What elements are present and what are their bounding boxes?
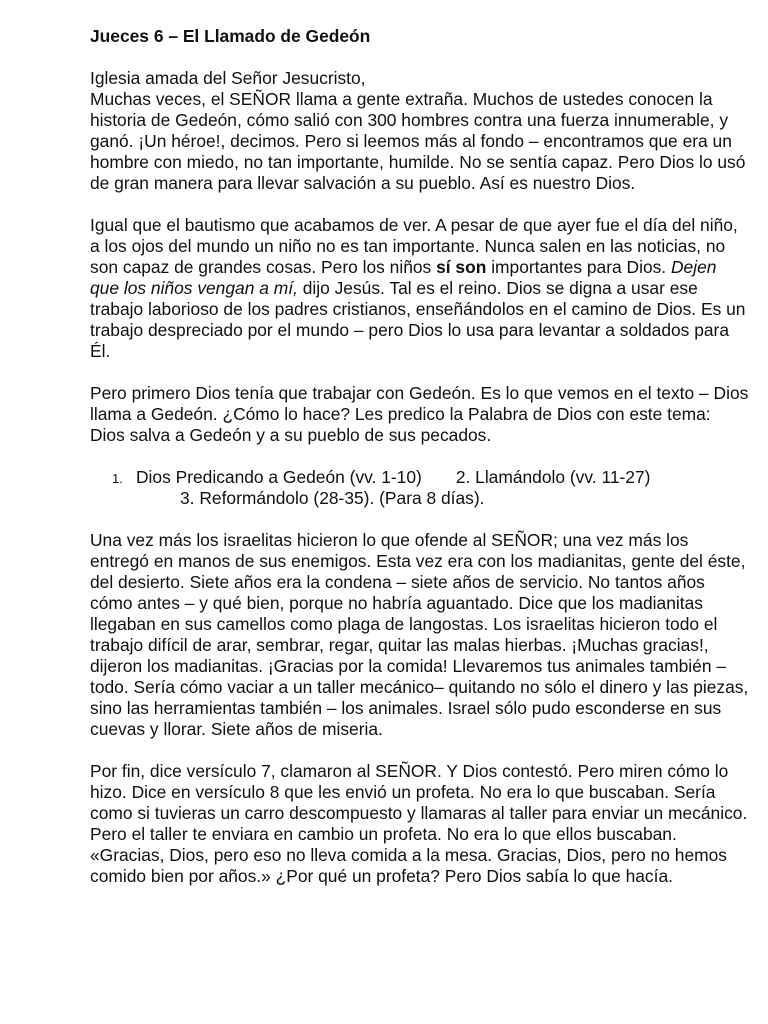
outline-item-2: 2. Llamándolo (vv. 11-27): [455, 467, 651, 487]
document-page: [90, 26, 750, 908]
sermon-outline: [90, 467, 750, 509]
paragraph-baptism-text-b: importantes para Dios.: [486, 257, 671, 277]
outline-number: 1.: [112, 471, 123, 486]
outline-row-1: [90, 467, 750, 488]
outline-item-3: 3. Reformándolo (28-35). (Para 8 días).: [180, 488, 485, 508]
quote-italic: Dejen que los niños vengan a mí,: [90, 257, 717, 298]
paragraph-intro: Iglesia amada del Señor Jesucristo, Muchas veces, el SEÑOR llama a gente extraña. Muchos de ustedes conocen la historia de Gedeón, cómo salió con 300 hombres contra una fuerza innumerable, y ganó. ¡Un héroe!, decimos. Pero si leemos más al fondo – encontramos que era un hombre con miedo, no tan importante, humilde. No se sentía capaz. Pero Dios lo usó de gran manera para llevar salvación a su pueblo. Así es nuestro Dios.: [90, 68, 746, 193]
outline-row-2: [90, 488, 750, 509]
paragraph-israelites: Una vez más los israelitas hicieron lo que ofende al SEÑOR; una vez más los entregó en manos de sus enemigos. Esta vez era con los madianitas, gente del éste, del desierto. Siete años era la condena – siete años de servicio. No tantos años cómo antes – y qué bien, porque no habría aguantado. Dice que los madianitas llegaban en sus camellos como plaga de langostas. Los israelitas hicieron todo el trabajo difícil de arar, sembrar, regar, quitar las malas hierbas. ¡Muchas gracias!, dijeron los madianitas. ¡Gracias por la comida! Llevaremos tus animales también – todo. Sería cómo vaciar a un taller mecánico– quitando no sólo el dinero y las piezas, sino las herramientas también – los animales. Israel sólo pudo esconderse en sus cuevas y llorar. Siete años de miseria.: [90, 530, 749, 739]
outline-item-1: Dios Predicando a Gedeón (vv. 1-10): [136, 467, 422, 487]
paragraph-prophet: Por fin, dice versículo 7, clamaron al SEÑOR. Y Dios contestó. Pero miren cómo lo hizo. Dice en versículo 8 que les envió un profeta. No era lo que buscaban. Sería como si tuvieras un carro descompuesto y llamaras al taller para enviar un mecánico. Pero el taller te enviara en cambio un profeta. No era lo que ellos buscaban. «Gracias, Dios, pero eso no lleva comida a la mesa. Gracias, Dios, pero no hemos comido bien por años.» ¿Por qué un profeta? Pero Dios sabía lo que hacía.: [90, 761, 748, 886]
emphasis-bold: sí son: [436, 257, 487, 277]
paragraph-baptism-text-a: Igual que el bautismo que acabamos de ver. A pesar de que ayer fue el día del niño, a los ojos del mundo un niño no es tan importante. Nunca salen en las noticias, no son capaz de grandes cosas. Pero los niños: [90, 215, 738, 277]
paragraph-baptism: [90, 215, 750, 362]
paragraph-baptism-text-c: dijo Jesús. Tal es el reino. Dios se digna a usar ese trabajo laborioso de los padres cristianos, enseñándolos en el camino de Dios. Es un trabajo despreciado por el mundo – pero Dios lo usa para levantar a soldados para Él.: [90, 278, 746, 361]
document-title: Jueces 6 – El Llamado de Gedeón: [90, 26, 371, 46]
paragraph-theme: Pero primero Dios tenía que trabajar con Gedeón. Es lo que vemos en el texto – Dios llama a Gedeón. ¿Cómo lo hace? Les predico la Palabra de Dios con este tema: Dios salva a Gedeón y a su pueblo de sus pecados.: [90, 383, 749, 445]
